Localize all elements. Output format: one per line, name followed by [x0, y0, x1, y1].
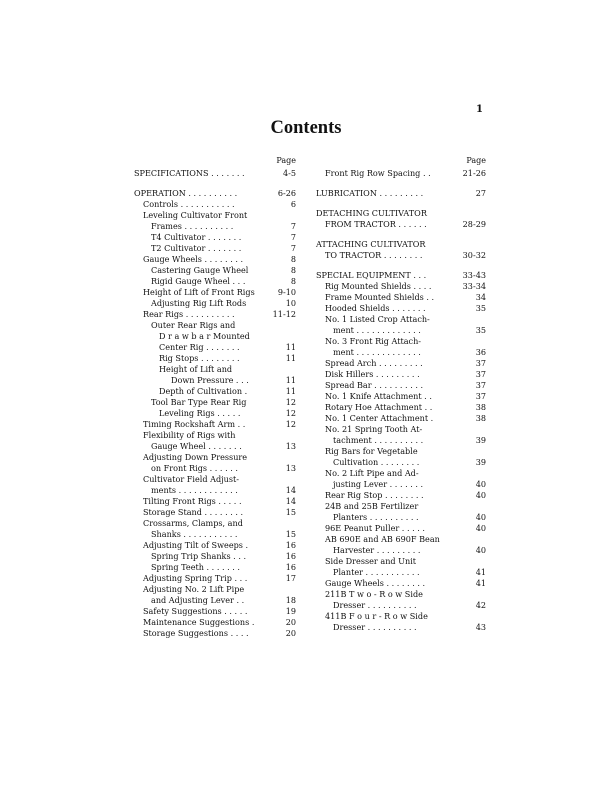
toc-entry — [316, 303, 486, 314]
toc-entry — [316, 534, 486, 545]
toc-entry — [134, 199, 296, 210]
toc-entry-page: 30-32 — [462, 250, 486, 260]
toc-entry-page: 41 — [475, 578, 486, 588]
toc-entry-title: Safety Suggestions . . . . . — [143, 606, 248, 616]
section-gap — [316, 261, 486, 270]
toc-entry-title: Gauge Wheels . . . . . . . . — [143, 254, 244, 264]
toc-entry-title: Flexibility of Rigs with — [143, 430, 236, 440]
toc-entry — [134, 287, 296, 298]
toc-entry-page: 27 — [475, 188, 486, 198]
toc-entry-page: 20 — [285, 628, 296, 638]
toc-entry-title: Hooded Shields . . . . . . . — [325, 303, 426, 313]
page-column-header — [316, 156, 486, 168]
toc-entry — [134, 232, 296, 243]
toc-right-column — [316, 156, 486, 633]
toc-entry — [134, 397, 296, 408]
toc-entry — [316, 347, 486, 358]
toc-entry — [134, 430, 296, 441]
toc-entry — [316, 402, 486, 413]
toc-entry — [316, 578, 486, 589]
toc-entry-page: 28-29 — [462, 219, 486, 229]
toc-entry-title: Rear Rigs . . . . . . . . . . — [143, 309, 235, 319]
toc-entry-title: ments . . . . . . . . . . . . — [151, 485, 238, 495]
toc-entry-page: 12 — [285, 408, 296, 418]
toc-entry-title: Adjusting Tilt of Sweeps . — [143, 540, 249, 550]
toc-entry-title: Adjusting Spring Trip . . . — [143, 573, 248, 583]
toc-entry — [134, 320, 296, 331]
toc-entry-title: Harvester . . . . . . . . . — [333, 545, 421, 555]
toc-entry — [134, 298, 296, 309]
toc-entry-title: Adjusting No. 2 Lift Pipe — [143, 584, 245, 594]
toc-entry-title: Planters . . . . . . . . . . — [333, 512, 419, 522]
toc-entry-title: Storage Stand . . . . . . . . — [143, 507, 244, 517]
toc-entry — [134, 507, 296, 518]
toc-entry-title: No. 1 Center Attachment . — [325, 413, 434, 423]
toc-entry-title: Maintenance Suggestions . — [143, 617, 255, 627]
toc-entry-title: and Adjusting Lever . . — [151, 595, 245, 605]
toc-entry-page: 40 — [475, 479, 486, 489]
toc-entry-title: ment . . . . . . . . . . . . . — [333, 325, 421, 335]
toc-entry — [134, 408, 296, 419]
toc-entry-page: 7 — [290, 243, 296, 253]
toc-entry-title: Gauge Wheel . . . . . . . — [151, 441, 242, 451]
toc-entry-title: Crossarms, Clamps, and — [143, 518, 243, 528]
toc-entry — [134, 617, 296, 628]
toc-entry-title: Cultivator Field Adjust- — [143, 474, 240, 484]
toc-entry-page: 33-34 — [462, 281, 486, 291]
toc-entry-page: 8 — [290, 254, 296, 264]
toc-entry-title: D r a w b a r Mounted — [159, 331, 250, 341]
toc-entry — [134, 496, 296, 507]
toc-entry-title: No. 1 Listed Crop Attach- — [325, 314, 430, 324]
toc-entry-page: 11-12 — [272, 309, 296, 319]
toc-entry — [134, 210, 296, 221]
toc-entry-title: Dresser . . . . . . . . . . — [333, 622, 417, 632]
toc-entry-page: 7 — [290, 221, 296, 231]
toc-entry — [316, 545, 486, 556]
toc-entry-page: 41 — [475, 567, 486, 577]
toc-entry-title: Dresser . . . . . . . . . . — [333, 600, 417, 610]
toc-entry — [134, 606, 296, 617]
toc-entry-title: TO TRACTOR . . . . . . . . — [325, 250, 423, 260]
toc-entry-page: 8 — [290, 265, 296, 275]
toc-entry — [134, 518, 296, 529]
toc-entry-title: Spread Bar . . . . . . . . . . — [325, 380, 424, 390]
toc-entry — [316, 391, 486, 402]
toc-entry — [316, 446, 486, 457]
toc-entry — [316, 413, 486, 424]
toc-entry-page: 16 — [285, 551, 296, 561]
toc-entry-page: 13 — [285, 463, 296, 473]
toc-entry-page: 40 — [475, 523, 486, 533]
toc-entry-title: Rig Stops . . . . . . . . — [159, 353, 240, 363]
toc-entry — [316, 479, 486, 490]
toc-entry-title: Cultivation . . . . . . . . — [333, 457, 420, 467]
toc-entry — [316, 358, 486, 369]
toc-entry — [316, 219, 486, 230]
toc-entry — [316, 292, 486, 303]
toc-entry-title: 24B and 25B Fertilizer — [325, 501, 419, 511]
toc-entry-page: 11 — [285, 386, 296, 396]
toc-entry-title: Leveling Cultivator Front — [143, 210, 248, 220]
toc-entry — [316, 556, 486, 567]
toc-entry-page: 16 — [285, 562, 296, 572]
toc-entry-page: 14 — [285, 496, 296, 506]
toc-entry — [134, 540, 296, 551]
toc-entry — [316, 168, 486, 179]
toc-entry-title: Frame Mounted Shields . . — [325, 292, 435, 302]
toc-entry-title: Gauge Wheels . . . . . . . . — [325, 578, 426, 588]
toc-entry — [316, 622, 486, 633]
toc-entry-page: 43 — [475, 622, 486, 632]
toc-entry-title: Center Rig . . . . . . . — [159, 342, 240, 352]
section-gap — [316, 199, 486, 208]
toc-entry-page: 12 — [285, 397, 296, 407]
toc-entry-title: DETACHING CULTIVATOR — [316, 208, 427, 218]
toc-entry-page: 11 — [285, 353, 296, 363]
toc-entry — [316, 336, 486, 347]
toc-entry — [134, 573, 296, 584]
toc-entry — [134, 342, 296, 353]
toc-entry-title: Depth of Cultivation . — [159, 386, 248, 396]
toc-entry-title: Timing Rockshaft Arm . . — [143, 419, 246, 429]
toc-entry-page: 37 — [475, 358, 486, 368]
toc-entry-title: 411B F o u r - R o w Side — [325, 611, 428, 621]
toc-entry-page: 8 — [290, 276, 296, 286]
toc-entry — [134, 265, 296, 276]
toc-entry — [134, 595, 296, 606]
toc-entry-page: 39 — [475, 457, 486, 467]
toc-entry — [316, 281, 486, 292]
toc-entry-page: 15 — [285, 507, 296, 517]
toc-entry-page: 21-26 — [462, 168, 486, 178]
toc-entry-title: ATTACHING CULTIVATOR — [316, 239, 426, 249]
toc-entry-title: Leveling Rigs . . . . . — [159, 408, 241, 418]
toc-entry-page: 14 — [285, 485, 296, 495]
toc-entry — [134, 168, 296, 179]
toc-entry — [134, 386, 296, 397]
toc-entry-page: 40 — [475, 545, 486, 555]
toc-entry-page: 18 — [285, 595, 296, 605]
toc-entry — [316, 512, 486, 523]
toc-entry — [134, 441, 296, 452]
toc-entry — [316, 435, 486, 446]
toc-entry-title: Spring Teeth . . . . . . . — [151, 562, 240, 572]
toc-entry-page: 33-43 — [462, 270, 486, 280]
toc-entry-title: Controls . . . . . . . . . . . — [143, 199, 235, 209]
toc-entry-title: SPECIFICATIONS . . . . . . . — [134, 168, 245, 178]
toc-entry — [316, 250, 486, 261]
toc-entry — [316, 424, 486, 435]
page-column-header — [134, 156, 296, 168]
section-gap — [316, 230, 486, 239]
toc-entry-title: Front Rig Row Spacing . . — [325, 168, 431, 178]
toc-entry-page: 6-26 — [277, 188, 296, 198]
toc-entry-page: 20 — [285, 617, 296, 627]
toc-entry-title: 211B T w o - R o w Side — [325, 589, 423, 599]
toc-entry-page: 39 — [475, 435, 486, 445]
toc-entry — [316, 501, 486, 512]
toc-entry-page: 37 — [475, 369, 486, 379]
toc-entry-page: 36 — [475, 347, 486, 357]
toc-entry-title: justing Lever . . . . . . . — [333, 479, 424, 489]
page-title: Contents — [270, 118, 342, 138]
toc-entry — [134, 485, 296, 496]
toc-entry — [316, 380, 486, 391]
toc-entry-page: 6 — [290, 199, 296, 209]
toc-entry-page: 40 — [475, 512, 486, 522]
toc-entry — [316, 270, 486, 281]
toc-entry-page: 38 — [475, 413, 486, 423]
toc-entry — [134, 474, 296, 485]
toc-entry-title: Tool Bar Type Rear Rig — [151, 397, 247, 407]
toc-entry-title: Height of Lift of Front Rigs — [143, 287, 255, 297]
toc-entry — [316, 369, 486, 380]
toc-entry — [316, 523, 486, 534]
toc-entry — [134, 628, 296, 639]
section-gap — [316, 179, 486, 188]
toc-entry-page: 17 — [285, 573, 296, 583]
toc-entry — [134, 243, 296, 254]
toc-entry-title: FROM TRACTOR . . . . . . — [325, 219, 427, 229]
toc-left-column — [134, 156, 296, 639]
page-header-label: Page — [276, 156, 296, 165]
section-gap — [134, 179, 296, 188]
toc-entry-title: on Front Rigs . . . . . . — [151, 463, 238, 473]
toc-entry-title: Adjusting Rig Lift Rods — [151, 298, 247, 308]
toc-entry — [316, 208, 486, 219]
toc-entry — [134, 419, 296, 430]
toc-entry-page: 11 — [285, 375, 296, 385]
toc-entry-title: 96E Peanut Puller . . . . . — [325, 523, 425, 533]
toc-entry-title: No. 21 Spring Tooth At- — [325, 424, 423, 434]
toc-entry-title: Rigid Gauge Wheel . . . — [151, 276, 246, 286]
toc-entry-title: No. 1 Knife Attachment . . — [325, 391, 432, 401]
toc-entry-title: Rotary Hoe Attachment . . — [325, 402, 433, 412]
toc-entry — [134, 364, 296, 375]
toc-entry-page: 40 — [475, 490, 486, 500]
toc-entry — [316, 490, 486, 501]
toc-entry — [134, 584, 296, 595]
toc-entry-title: Spring Trip Shanks . . . — [151, 551, 247, 561]
toc-entry — [316, 567, 486, 578]
toc-entry-title: Castering Gauge Wheel — [151, 265, 249, 275]
toc-entry — [134, 463, 296, 474]
toc-entry-title: Storage Suggestions . . . . — [143, 628, 249, 638]
toc-entry — [134, 562, 296, 573]
toc-entry — [316, 589, 486, 600]
toc-entry-page: 37 — [475, 380, 486, 390]
toc-entry-title: Height of Lift and — [159, 364, 233, 374]
toc-entry-title: No. 3 Front Rig Attach- — [325, 336, 422, 346]
toc-entry-title: No. 2 Lift Pipe and Ad- — [325, 468, 419, 478]
page-number: 1 — [476, 104, 483, 115]
toc-entry-title: Rig Bars for Vegetable — [325, 446, 418, 456]
toc-entry-page: 37 — [475, 391, 486, 401]
toc-entry — [316, 188, 486, 199]
toc-entry — [134, 309, 296, 320]
toc-entry-title: Spread Arch . . . . . . . . . — [325, 358, 423, 368]
toc-entry-title: T4 Cultivator . . . . . . . — [151, 232, 242, 242]
toc-entry-page: 38 — [475, 402, 486, 412]
toc-entry — [316, 457, 486, 468]
toc-entry-page: 13 — [285, 441, 296, 451]
toc-entry-title: Planter . . . . . . . . . . . — [333, 567, 420, 577]
toc-entry-page: 7 — [290, 232, 296, 242]
toc-entry-title: Down Pressure . . . — [171, 375, 249, 385]
toc-entry-title: Rear Rig Stop . . . . . . . . — [325, 490, 424, 500]
toc-entry — [134, 452, 296, 463]
toc-entry — [134, 331, 296, 342]
toc-entry — [316, 468, 486, 479]
toc-entry — [134, 353, 296, 364]
toc-entry-title: OPERATION . . . . . . . . . . — [134, 188, 238, 198]
toc-entry-title: Frames . . . . . . . . . . — [151, 221, 234, 231]
toc-entry — [134, 375, 296, 386]
toc-entry-page: 10 — [285, 298, 296, 308]
toc-entry-page: 16 — [285, 540, 296, 550]
toc-entry-title: SPECIAL EQUIPMENT . . . — [316, 270, 427, 280]
toc-entry — [316, 600, 486, 611]
toc-entry-title: LUBRICATION . . . . . . . . . — [316, 188, 424, 198]
toc-entry — [134, 276, 296, 287]
toc-entry — [316, 325, 486, 336]
toc-entry-page: 42 — [475, 600, 486, 610]
toc-entry-title: Side Dresser and Unit — [325, 556, 417, 566]
toc-entry — [134, 551, 296, 562]
toc-entry-title: tachment . . . . . . . . . . — [333, 435, 424, 445]
toc-entry-page: 35 — [475, 303, 486, 313]
toc-entry-page: 4-5 — [282, 168, 296, 178]
toc-entry-title: T2 Cultivator . . . . . . . — [151, 243, 242, 253]
toc-entry-page: 11 — [285, 342, 296, 352]
toc-entry — [316, 611, 486, 622]
toc-entry — [316, 314, 486, 325]
toc-entry — [134, 529, 296, 540]
toc-entry-title: Shanks . . . . . . . . . . . — [151, 529, 238, 539]
toc-entry — [134, 188, 296, 199]
toc-entry-title: ment . . . . . . . . . . . . . — [333, 347, 421, 357]
toc-entry-page: 35 — [475, 325, 486, 335]
toc-entry-page: 34 — [475, 292, 486, 302]
toc-entry — [316, 239, 486, 250]
toc-entry — [134, 221, 296, 232]
toc-entry — [134, 254, 296, 265]
toc-entry-title: Adjusting Down Pressure — [143, 452, 248, 462]
toc-entry-page: 12 — [285, 419, 296, 429]
toc-entry-title: AB 690E and AB 690F Bean — [325, 534, 440, 544]
toc-entry-page: 15 — [285, 529, 296, 539]
toc-entry-title: Tilting Front Rigs . . . . . — [143, 496, 242, 506]
toc-entry-title: Disk Hillers . . . . . . . . . — [325, 369, 420, 379]
toc-entry-page: 19 — [285, 606, 296, 616]
toc-entry-page: 9-10 — [277, 287, 296, 297]
toc-entry-title: Outer Rear Rigs and — [151, 320, 236, 330]
toc-entry-title: Rig Mounted Shields . . . . — [325, 281, 432, 291]
page-header-label: Page — [466, 156, 486, 165]
